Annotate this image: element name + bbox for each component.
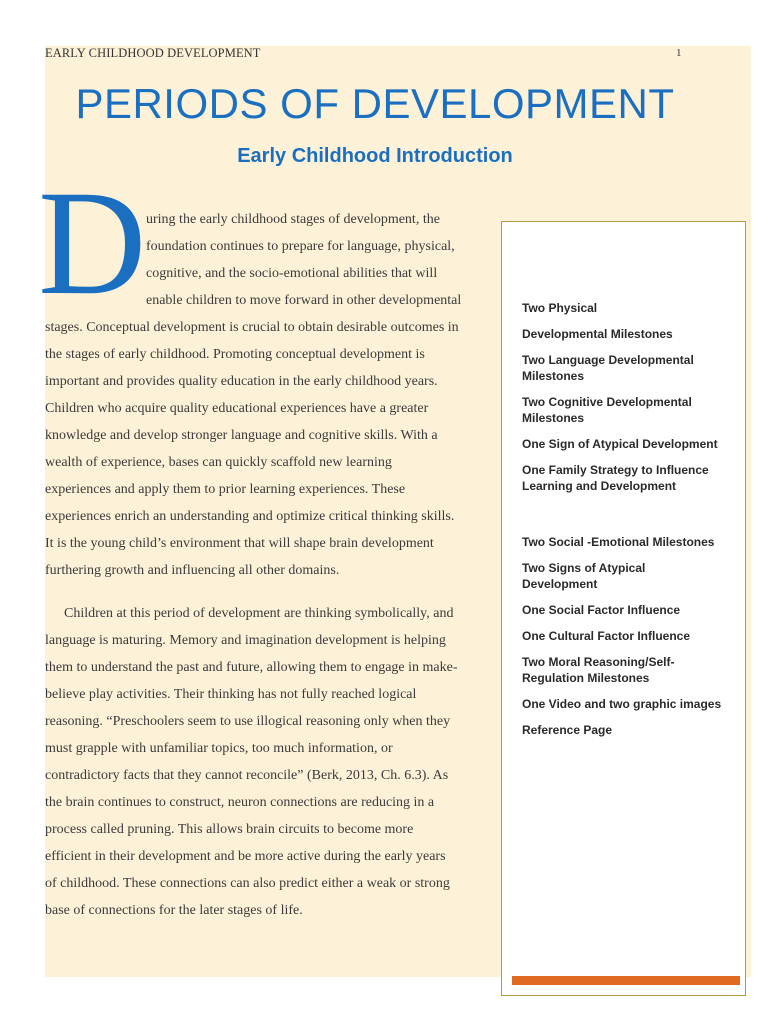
paragraph-line: experiences and apply them to prior learning experiences. These [45,482,406,497]
paragraph-line: believe play activities. Their thinking has not fully reached logical [45,687,417,702]
sidebar-item: Two Social -Emotional Milestones [522,535,715,549]
sidebar-item: Reference Page [522,723,613,737]
running-head: EARLY CHILDHOOD DEVELOPMENT [45,46,261,60]
paragraph-2 [45,600,495,924]
sidebar-topic-list [522,300,742,748]
sidebar-accent-bar [512,976,740,985]
drop-cap: D [38,160,147,326]
paragraph-line: the stages of early childhood. Promoting conceptual development is [45,347,425,362]
sidebar-item: Developmental Milestones [522,327,673,341]
paragraph-line: stages. Conceptual development is crucial to obtain desirable outcomes in [45,320,459,335]
page-subtitle: Early Childhood Introduction [237,145,513,167]
sidebar-item: One Sign of Atypical Development [522,437,718,451]
paragraph-line: Children who acquire quality educational experiences have a greater [45,401,429,416]
paragraph-line: them to understand the past and future, allowing them to engage in make- [45,660,458,675]
sidebar-item: Two Cognitive Developmental Milestones [522,395,692,425]
paragraph-line: experiences enrich an understanding and optimize critical thinking skills. [45,509,455,524]
paragraph-line: reasoning. “Preschoolers seem to use illogical reasoning only when they [45,714,451,729]
sidebar-item: Two Language Developmental Milestones [522,353,694,383]
sidebar-item: One Social Factor Influence [522,603,681,617]
sidebar-contents-box [501,221,746,996]
paragraph-line: foundation continues to prepare for language, physical, [146,239,455,254]
sidebar-item: Two Signs of Atypical Development [522,561,646,591]
paragraph-line: furthering growth and influencing all other domains. [45,563,340,578]
sidebar-item: One Cultural Factor Influence [522,629,691,643]
sidebar-item: Two Physical [522,301,598,315]
paragraph-line: of childhood. These connections can also predict either a weak or strong [45,876,450,891]
sidebar-item: Two Moral Reasoning/Self-Regulation Milestones [522,655,675,685]
paragraph-line: uring the early childhood stages of development, the [146,212,440,227]
sidebar-item: One Video and two graphic images [522,697,722,711]
page-number: 1 [676,47,682,59]
paragraph-line: wealth of experience, bases can quickly scaffold new learning [45,455,392,470]
paragraph-line: language is maturing. Memory and imagination development is helping [45,633,446,648]
sidebar-item: One Family Strategy to Influence Learning and Development [522,463,709,493]
paragraph-line: knowledge and develop stronger language and cognitive skills. With a [45,428,438,443]
paragraph-line: efficient in their development and be more active during the early years [45,849,446,864]
paragraph-line: enable children to move forward in other developmental [146,293,462,308]
paragraph-line: cognitive, and the socio-emotional abilities that will [146,266,438,281]
paragraph-line: process called pruning. This allows brain circuits to become more [45,822,414,837]
paragraph-1 [45,206,495,584]
page-title: PERIODS OF DEVELOPMENT [75,80,675,127]
paragraph-line: Children at this period of development are thinking symbolically, and [64,606,454,621]
paragraph-line: base of connections for the later stages of life. [45,903,303,918]
paragraph-line: It is the young child’s environment that will shape brain development [45,536,434,551]
paragraph-line: important and provides quality education in the early childhood years. [45,374,438,389]
paragraph-line: contradictory facts that they cannot reconcile” (Berk, 2013, Ch. 6.3). As [45,768,449,783]
paragraph-line: the brain continues to construct, neuron connections are reducing in a [45,795,435,810]
paragraph-line: must grapple with unfamiliar topics, too much information, or [45,741,393,756]
